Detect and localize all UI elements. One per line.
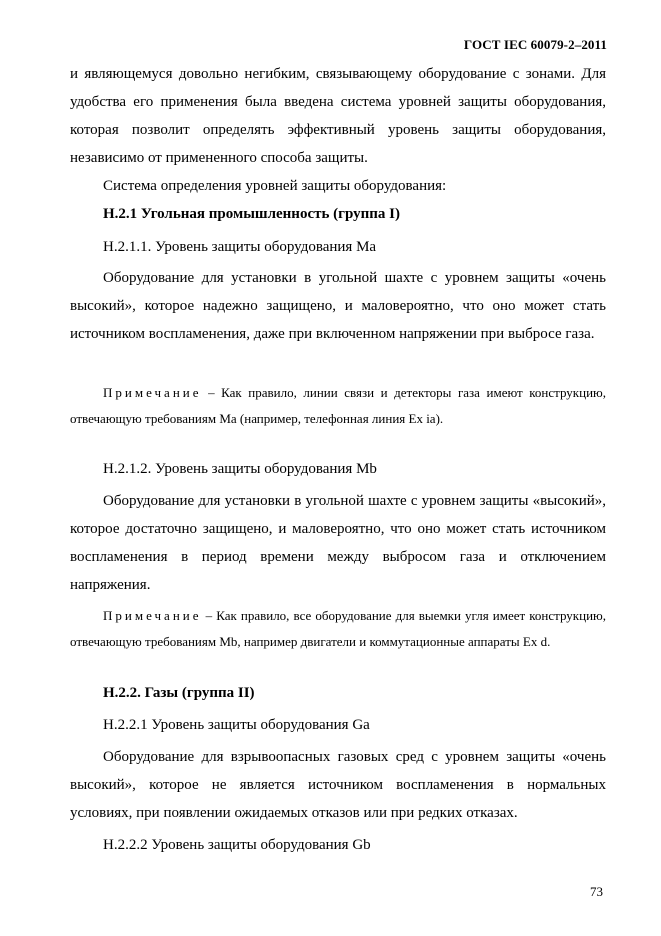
subsection-heading-gb: Н.2.2.2 Уровень защиты оборудования Gb <box>103 837 371 853</box>
subsection-heading-ma: Н.2.1.1. Уровень защиты оборудования Ма <box>103 239 377 255</box>
subsection-heading-mb: Н.2.1.2. Уровень защиты оборудования Mb <box>103 461 377 477</box>
paragraph-intro: и являющемуся довольно негибким, связывающему оборудование с зонами. Для удобства его применения была введена система уровней защиты оборудования, которая позволит определять эффективный уровень защиты оборудования, независимо от примененного способа защиты. <box>70 66 606 166</box>
section-heading-gases: Н.2.2. Газы (группа II) <box>103 685 255 701</box>
page-number: 73 <box>590 884 603 899</box>
paragraph-system: Система определения уровней защиты оборудования: <box>103 178 447 194</box>
paragraph-mb: Оборудование для установки в угольной шахте с уровнем защиты «высокий», которое достаточно защищено, и маловероятно, что оно может стать источником воспламенения в период времени между выбросом газа и отключением напряжения. <box>70 493 606 593</box>
note-label: Примечание <box>103 385 202 400</box>
subsection-heading-ga: Н.2.2.1 Уровень защиты оборудования Ga <box>103 717 370 733</box>
section-heading-coal: Н.2.1 Угольная промышленность (группа I) <box>103 206 400 222</box>
note-label: Примечание <box>103 608 202 623</box>
document-header: ГОСТ IEC 60079-2–2011 <box>463 37 607 52</box>
paragraph-ma: Оборудование для установки в угольной шахте с уровнем защиты «очень высокий», которое надежно защищено, и маловероятно, что оно может стать источником воспламенения, даже при включенном напряжении при выбросе газа. <box>70 270 606 342</box>
paragraph-ga: Оборудование для взрывоопасных газовых сред с уровнем защиты «очень высокий», которое не является источником воспламенения в нормальных условиях, при появлении ожидаемых отказов или при редких отказах. <box>70 749 606 821</box>
note-text: – Как правило, все оборудование для выемки угля имеет конструкцию, отвечающую требованиям Mb, например двигатели и коммутационные аппараты Ex d. <box>70 608 606 649</box>
note-text: – Как правило, линии связи и детекторы газа имеют конструкцию, отвечающую требованиям Ма (например, телефонная линия Ex ia). <box>70 385 606 426</box>
note-mb <box>70 603 606 655</box>
note-ma <box>70 380 606 432</box>
